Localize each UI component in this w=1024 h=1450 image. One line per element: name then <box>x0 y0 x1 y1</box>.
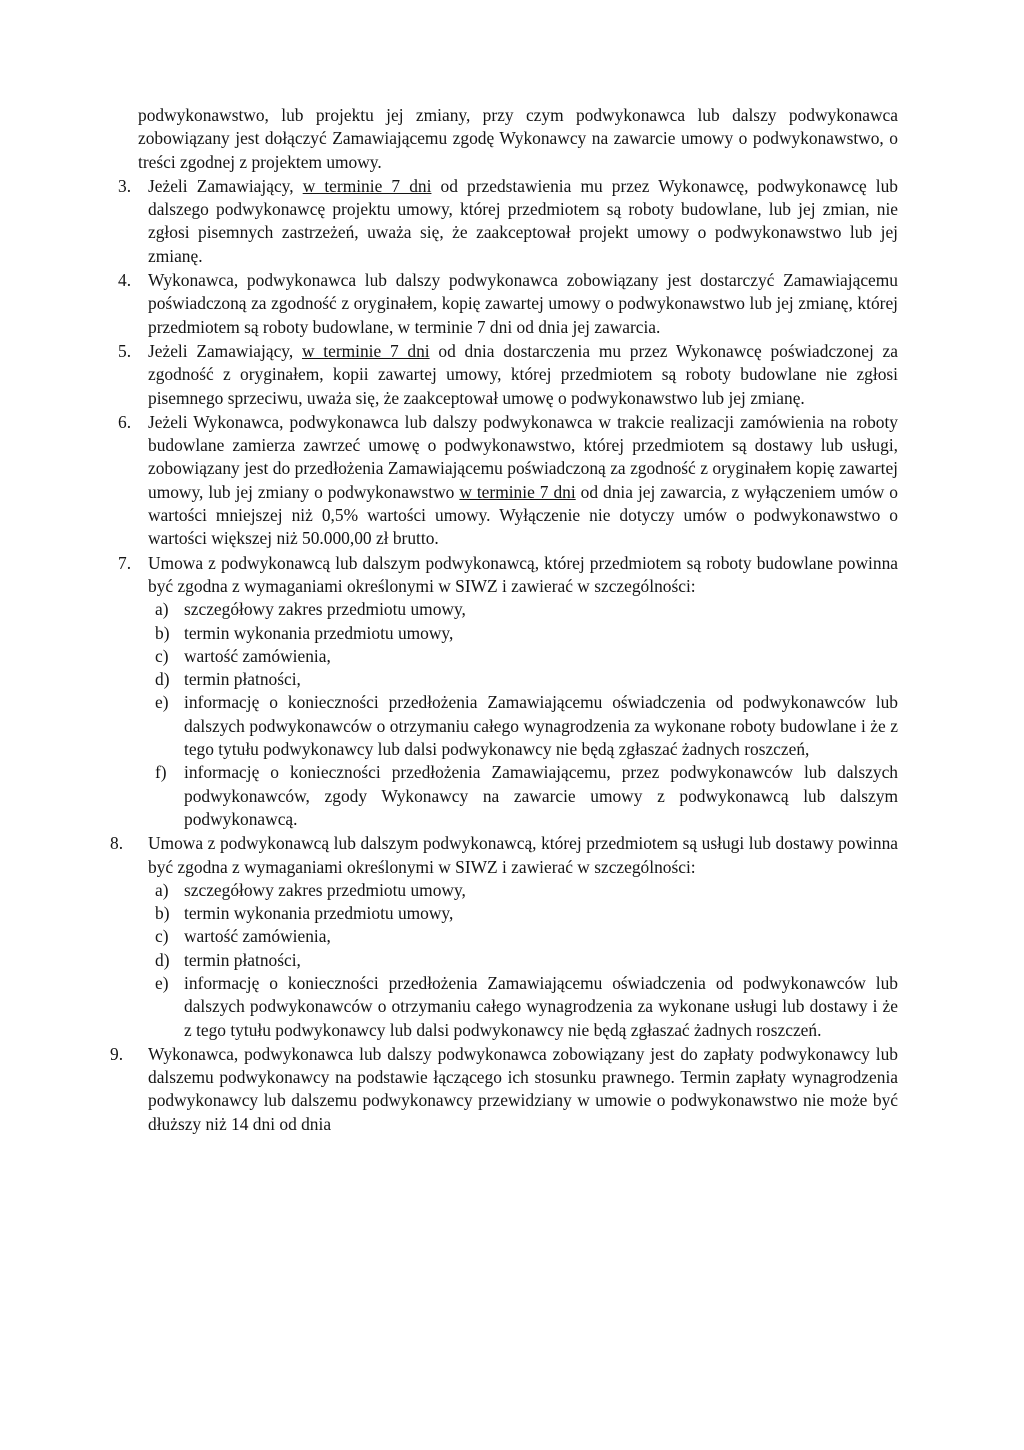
point-text: Wykonawca, podwykonawca lub dalszy podwykonawca zobowiązany jest dostarczyć Zamawiającemu poświadczoną za zgodność z oryginałem, kopię zawartej umowy o podwykonawstwo lub jej zmianę, której przedmiotem są roboty budowlane, w terminie 7 dni od dnia jej zawarcia. <box>148 270 898 337</box>
point-text <box>148 340 898 410</box>
point-number: 5. <box>118 340 132 361</box>
sub-item-text: informację o konieczności przedłożenia Zamawiającemu oświadczenia od podwykonawców lub dalszych podwykonawców o otrzymaniu całego wynagrodzenia za wykonane roboty budowlane i że z tego tytułu podwykonawcy lub dalsi podwykonawcy nie będą zgłaszać żadnych roszczeń, <box>184 692 898 760</box>
sub-item-letter: a) <box>155 879 169 900</box>
sub-item-text: termin wykonania przedmiotu umowy, <box>184 903 454 924</box>
point-4 <box>118 269 898 339</box>
point-number: 9. <box>110 1043 124 1064</box>
sub-item <box>155 668 898 691</box>
sub-item-text: termin płatności, <box>184 949 301 970</box>
point-3 <box>118 175 898 268</box>
point-text-before: Jeżeli Zamawiający, <box>148 340 294 361</box>
point-text <box>148 411 898 551</box>
sub-item-letter: a) <box>155 599 169 620</box>
point-text: Wykonawca, podwykonawca lub dalszy podwykonawca zobowiązany jest do zapłaty podwykonawcy lub dalszemu podwykonawcy na podstawie łączącego ich stosunku prawnego. Termin zapłaty wynagrodzenia podwykonawcy lub dalszemu podwykonawcy przewidziany w umowie o podwykonawstwo nie może być dłuższy niż 14 dni od dnia <box>148 1043 898 1134</box>
point-number: 8. <box>110 833 124 854</box>
point-text: Umowa z podwykonawcą lub dalszym podwykonawcą, której przedmiotem są roboty budowlane powinna być zgodna z wymaganiami określonymi w SIWZ i zawierać w szczególności: <box>148 552 898 596</box>
document-body <box>110 104 898 1137</box>
deadline-underlined: w terminie 7 dni <box>301 340 430 361</box>
sub-item-letter: e) <box>155 692 169 713</box>
sub-item-letter: e) <box>155 972 169 993</box>
sub-item-text: szczegółowy zakres przedmiotu umowy, <box>184 599 466 620</box>
sub-item-text: termin płatności, <box>184 669 301 690</box>
point-6 <box>118 411 898 551</box>
point-text <box>148 175 898 268</box>
intro-paragraph: podwykonawstwo, lub projektu jej zmiany, przy czym podwykonawca lub dalszy podwykonawca zobowiązany jest dołączyć Zamawiającemu zgodę Wykonawcy na zawarcie umowy o podwykonawstwo, o treści zgodnej z projektem umowy. <box>138 105 898 172</box>
numbered-list <box>110 175 898 1136</box>
sub-item-text: wartość zamówienia, <box>184 926 331 947</box>
sub-item-letter: c) <box>155 645 169 666</box>
sub-item <box>155 972 898 1042</box>
sub-item <box>155 879 898 902</box>
sub-list <box>148 879 898 1042</box>
point-text: Umowa z podwykonawcą lub dalszym podwykonawcą, której przedmiotem są usługi lub dostawy powinna być zgodna z wymaganiami określonymi w SIWZ i zawierać w szczególności: <box>148 833 898 877</box>
sub-item-letter: c) <box>155 926 169 947</box>
sub-item-letter: b) <box>155 622 170 643</box>
sub-item-text: wartość zamówienia, <box>184 645 331 666</box>
deadline-underlined: w terminie 7 dni <box>302 175 432 196</box>
point-number: 4. <box>118 270 132 291</box>
sub-item-text: szczegółowy zakres przedmiotu umowy, <box>184 879 466 900</box>
sub-item <box>155 902 898 925</box>
sub-item-letter: f) <box>155 762 167 783</box>
point-number: 7. <box>118 552 132 573</box>
deadline-underlined: w terminie 7 dni <box>459 481 576 502</box>
sub-item <box>155 645 898 668</box>
sub-item-text: termin wykonania przedmiotu umowy, <box>184 622 454 643</box>
sub-item-text: informację o konieczności przedłożenia Zamawiającemu, przez podwykonawców lub dalszych podwykonawców, zgody Wykonawcy na zawarcie umowy z podwykonawcą lub dalszym podwykonawcą. <box>184 762 898 829</box>
sub-item <box>155 949 898 972</box>
sub-item <box>155 925 898 948</box>
point-number: 6. <box>118 411 132 432</box>
point-number: 3. <box>118 175 132 196</box>
point-9 <box>110 1043 898 1136</box>
sub-item <box>155 761 898 831</box>
sub-item <box>155 691 898 761</box>
sub-item-letter: d) <box>155 669 170 690</box>
point-text-after: od dnia dostarczenia mu przez Wykonawcę poświadczonej za zgodność z oryginałem, kopii zawartej umowy, której przedmiotem są roboty budowlane nie zgłosi pisemnego sprzeciwu, uważa się, że zaakceptował umowę o podwykonawstwo lub jej zmianę. <box>148 340 898 408</box>
sub-list <box>148 598 898 831</box>
sub-item-text: informację o konieczności przedłożenia Zamawiającemu oświadczenia od podwykonawców lub dalszych podwykonawców o otrzymaniu całego wynagrodzenia za wykonane usługi lub dostawy i że z tego tytułu podwykonawcy lub dalsi podwykonawcy nie będą zgłaszać żadnych roszczeń. <box>184 972 898 1040</box>
sub-item <box>155 598 898 621</box>
point-8 <box>110 832 898 1042</box>
sub-item-letter: b) <box>155 903 170 924</box>
sub-item <box>155 622 898 645</box>
point-text-before: Jeżeli Zamawiający, <box>148 175 294 196</box>
point-text-after: od dnia jej zawarcia, z wyłączeniem umów o wartości mniejszej niż 0,5% wartości umowy. Wyłączenie nie dotyczy umów o podwykonawstwo o wartości większej niż 50.000,00 zł brutto. <box>148 481 898 549</box>
sub-item-letter: d) <box>155 949 170 970</box>
point-text-after: od przedstawienia mu przez Wykonawcę, podwykonawcę lub dalszego podwykonawcę projektu umowy, której przedmiotem są roboty budowlane, lub jej zmian, nie zgłosi pisemnych zastrzeżeń, uważa się, że zaakceptował projekt umowy o podwykonawstwo lub jej zmianę. <box>148 175 898 266</box>
point-7 <box>118 552 898 832</box>
point-text-before: Jeżeli Wykonawca, podwykonawca lub dalszy podwykonawca w trakcie realizacji zamówienia na roboty budowlane zamierza zawrzeć umowę o podwykonawstwo, której przedmiotem są dostawy lub usługi, zobowiązany jest do przedłożenia Zamawiającemu poświadczoną za zgodność z oryginałem kopię zawartej umowy, lub jej zmiany o podwykonawstwo <box>148 411 898 502</box>
point-5 <box>118 340 898 410</box>
